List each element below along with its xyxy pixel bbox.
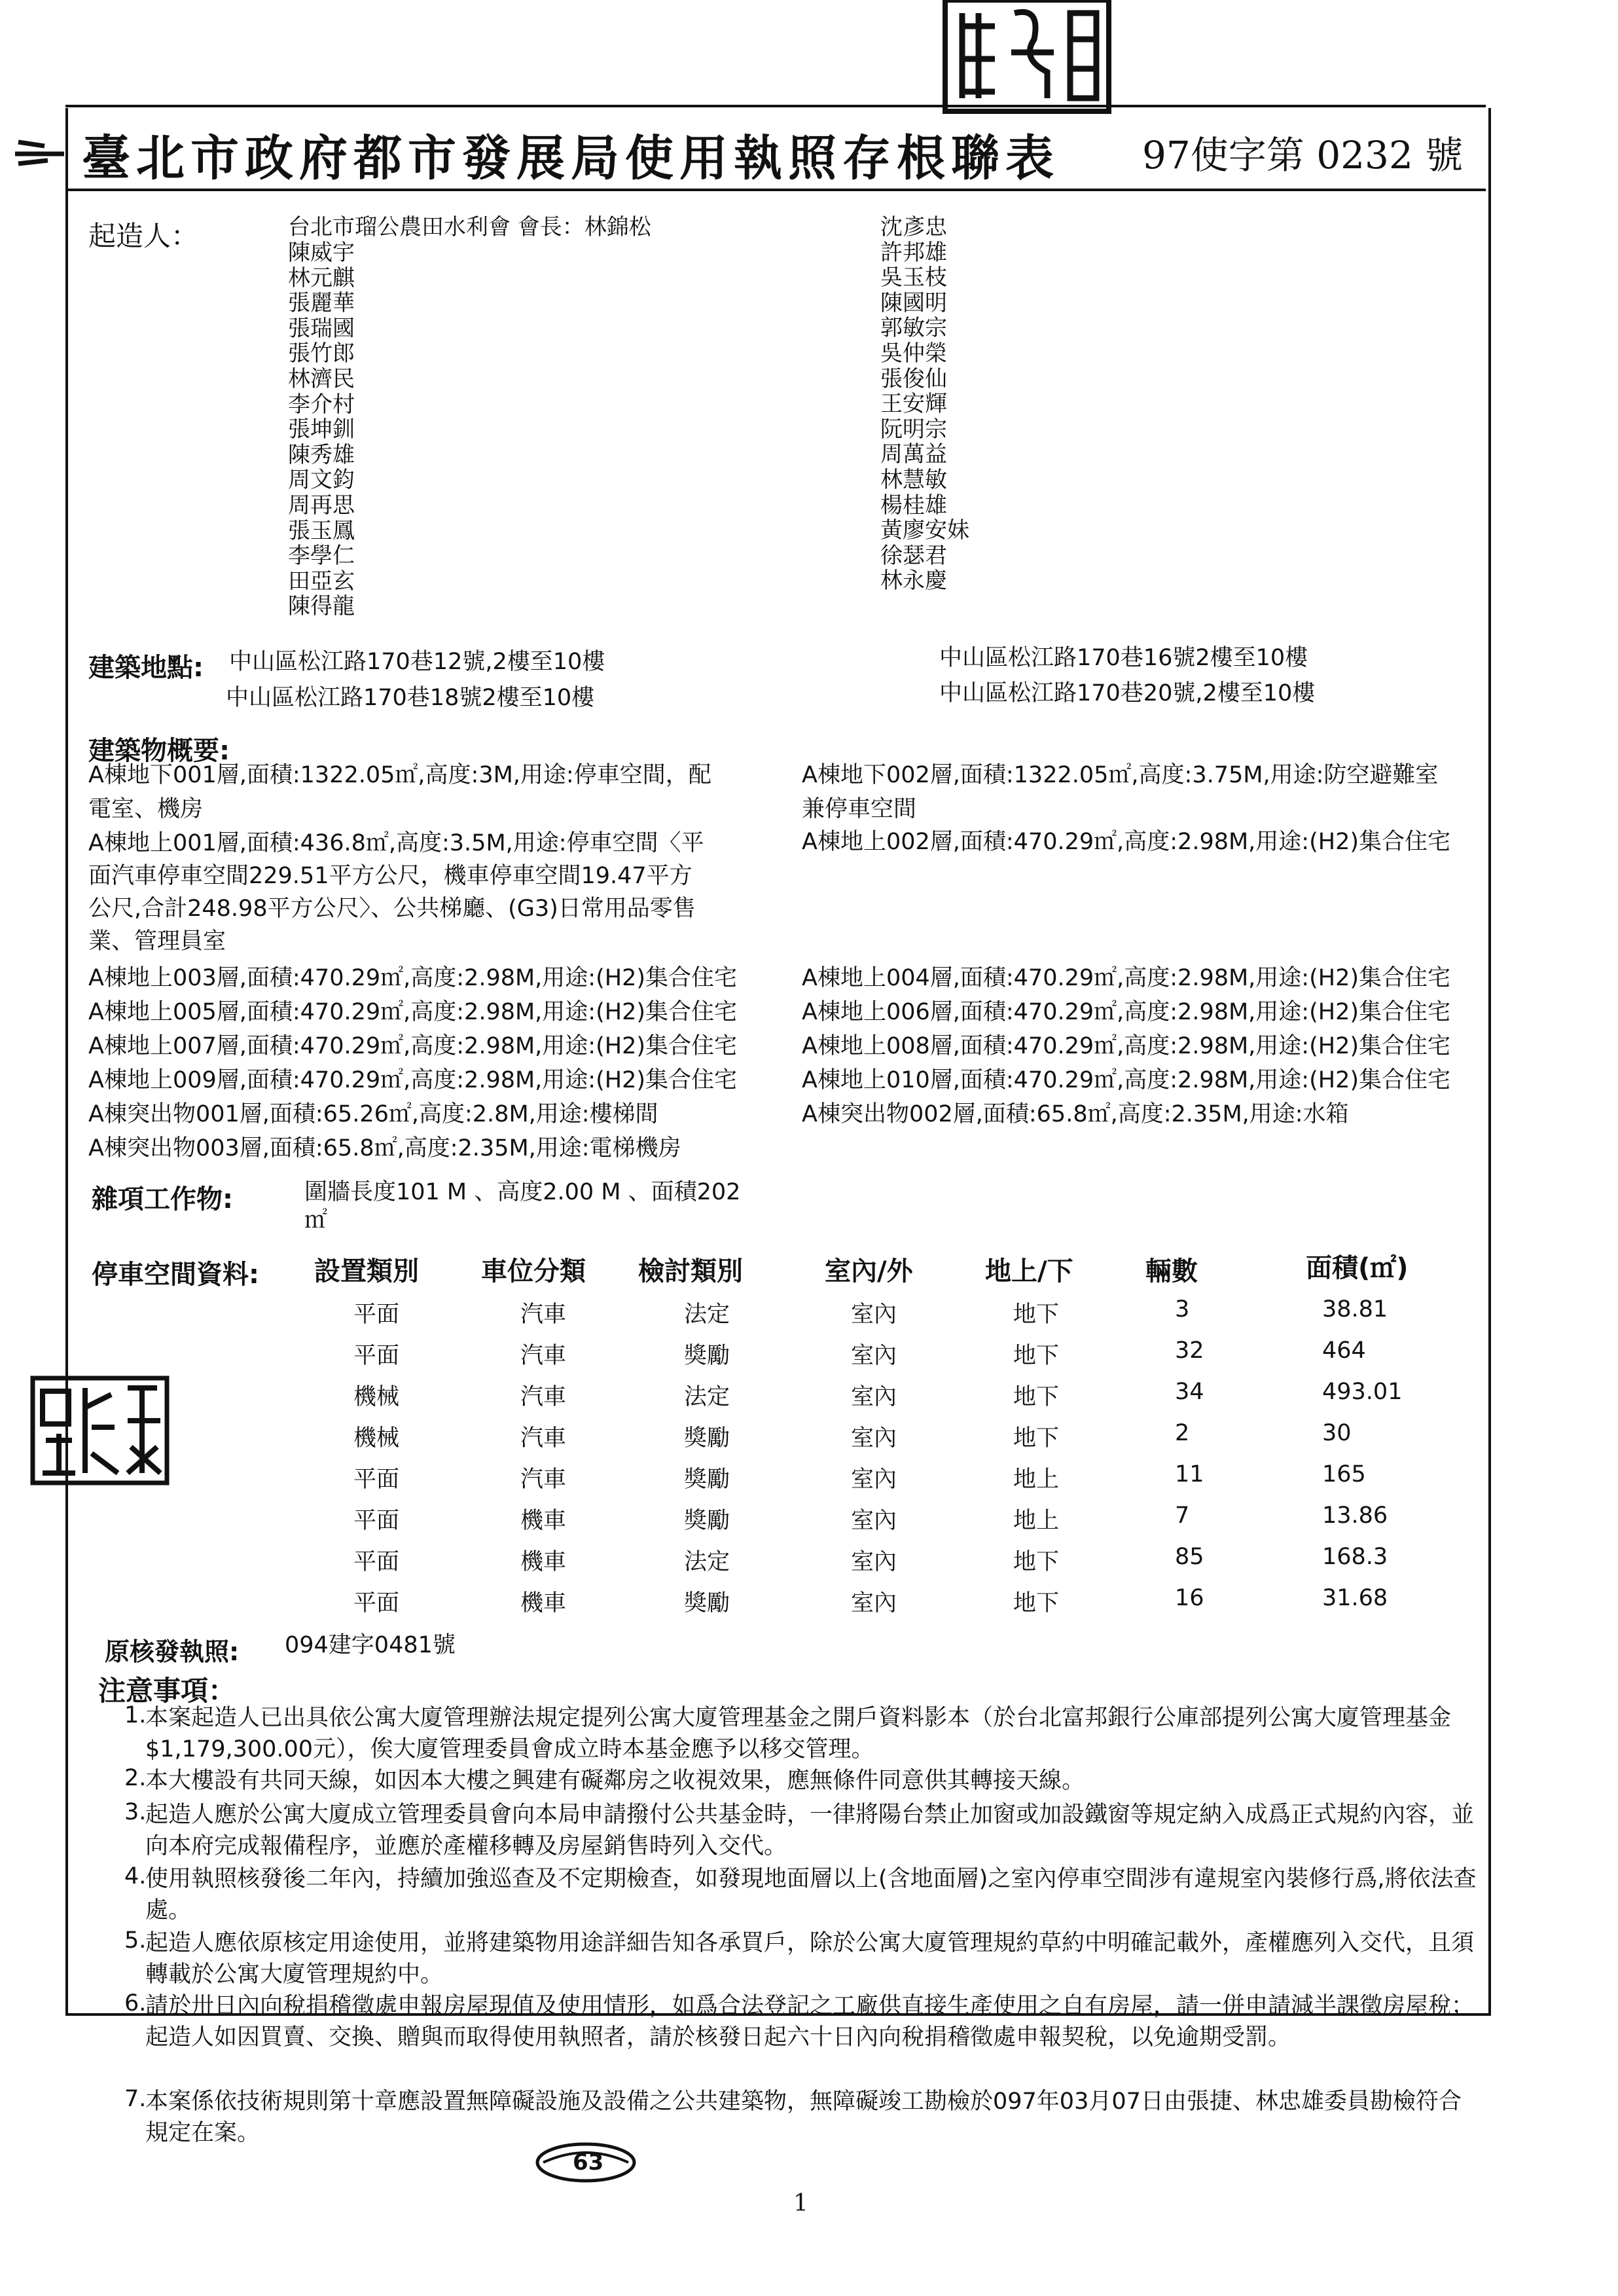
parking-cell: 地下 (1013, 1384, 1060, 1410)
applicant-name: 林慧敏 (880, 466, 947, 493)
applicant-name: 徐瑟君 (880, 542, 947, 569)
misc-label: 雜項工作物: (92, 1184, 233, 1214)
parking-cell: 平面 (353, 1508, 400, 1534)
applicant-name: 許邦雄 (880, 239, 947, 266)
applicant-name: 王安輝 (880, 391, 947, 418)
summary-line: 電室、機房 (88, 796, 204, 822)
applicant-name: 周萬益 (880, 441, 947, 468)
applicant-name: 林濟民 (288, 365, 355, 392)
note-number: 3. (124, 1799, 147, 1825)
side-seal-stamp (29, 1375, 170, 1486)
parking-cell: 31.68 (1322, 1585, 1388, 1611)
bottom-stamp-number: 63 (573, 2149, 604, 2176)
applicant-name: 張俊仙 (880, 365, 947, 392)
notes-label: 注意事項： (98, 1675, 236, 1707)
parking-cell: 汽車 (520, 1425, 567, 1451)
site-address: 中山區松江路170巷20號,2樓至10樓 (939, 680, 1316, 706)
summary-line: A棟地下002層,面積:1322.05㎡,高度:3.75M,用途:防空避難室 (802, 762, 1439, 788)
parking-cell: 34 (1175, 1379, 1204, 1405)
applicant-names-left (288, 240, 355, 619)
summary-line: 兼停車空間 (802, 796, 917, 822)
parking-cell: 室內 (851, 1384, 897, 1410)
parking-cell: 汽車 (520, 1343, 567, 1369)
parking-cell: 30 (1322, 1420, 1352, 1446)
frame-top-border (65, 105, 1486, 107)
parking-header: 輛數 (1145, 1256, 1198, 1286)
misc-line: 圍牆長度101 M 、高度2.00 M 、面積202 (304, 1179, 741, 1205)
summary-line: A棟地上003層,面積:470.29㎡,高度:2.98M,用途:(H2)集合住宅 (88, 965, 737, 991)
parking-cell: 汽車 (520, 1384, 567, 1410)
summary-line: A棟突出物001層,面積:65.26㎡,高度:2.8M,用途:樓梯間 (88, 1101, 658, 1127)
parking-cell: 平面 (353, 1590, 400, 1616)
applicant-name: 吳仲榮 (880, 340, 947, 367)
parking-cell: 機車 (520, 1549, 567, 1575)
note-number: 7. (124, 2086, 147, 2112)
parking-cell: 平面 (353, 1467, 400, 1493)
applicant-name: 陳得龍 (288, 593, 355, 620)
applicant-name: 郭敏宗 (880, 315, 947, 342)
note-text: 本案起造人已出具依公寓大廈管理辦法規定提列公寓大廈管理基金之開戶資料影本（於台北富邦銀行公庫部提列公寓大廈管理基金$1,179,300.00元），俟大廈管理委員會成立時本基金應予以移交管理。 (145, 1705, 1452, 1762)
top-seal-stamp (943, 0, 1113, 115)
page-title: 臺北市政府都市發展局使用執照存根聯表 (82, 130, 1060, 187)
summary-line: 公尺,合計248.98平方公尺〉、公共梯廳、(G3)日常用品零售 (88, 896, 696, 922)
parking-cell: 室內 (851, 1467, 897, 1493)
parking-cell: 獎勵 (684, 1508, 730, 1534)
permit-number: 97使字第 0232 號 (1142, 133, 1464, 177)
parking-cell: 168.3 (1322, 1544, 1388, 1570)
parking-cell: 室內 (851, 1549, 897, 1575)
parking-cell: 地上 (1013, 1508, 1060, 1534)
parking-cell: 機械 (353, 1425, 400, 1451)
parking-header: 車位分類 (481, 1256, 586, 1286)
summary-line: A棟突出物003層,面積:65.8㎡,高度:2.35M,用途:電梯機房 (88, 1135, 681, 1161)
applicant-name: 阮明宗 (880, 416, 947, 443)
parking-cell: 2 (1175, 1420, 1190, 1446)
applicant-name: 楊桂雄 (880, 492, 947, 519)
summary-line: A棟地上005層,面積:470.29㎡,高度:2.98M,用途:(H2)集合住宅 (88, 999, 737, 1025)
parking-cell: 3 (1175, 1296, 1190, 1322)
parking-cell: 38.81 (1322, 1296, 1388, 1322)
parking-cell: 法定 (684, 1384, 730, 1410)
applicant-name: 李學仁 (288, 543, 355, 570)
parking-cell: 7 (1175, 1503, 1190, 1529)
parking-cell: 平面 (353, 1343, 400, 1369)
note-number: 4. (124, 1863, 147, 1889)
summary-line: A棟地上008層,面積:470.29㎡,高度:2.98M,用途:(H2)集合住宅 (802, 1033, 1450, 1059)
applicant-name: 張坤釧 (288, 416, 355, 443)
parking-cell: 機械 (353, 1384, 400, 1410)
note-number: 2. (124, 1765, 147, 1791)
parking-cell: 85 (1175, 1544, 1204, 1570)
parking-cell: 464 (1322, 1338, 1366, 1364)
parking-cell: 11 (1175, 1461, 1204, 1487)
parking-cell: 地上 (1013, 1467, 1060, 1493)
applicant-name: 林永慶 (880, 568, 947, 594)
parking-cell: 地下 (1013, 1302, 1060, 1328)
parking-header: 地上/下 (985, 1256, 1073, 1286)
parking-cell: 室內 (851, 1590, 897, 1616)
note-text: 本大樓設有共同天線，如因本大樓之興建有礙鄰房之收視效果，應無條件同意供其轉接天線。 (145, 1768, 1085, 1794)
original-permit-label: 原核發執照: (105, 1637, 240, 1666)
parking-cell: 493.01 (1322, 1379, 1403, 1405)
applicant-first-line: 台北市瑠公農田水利會 會長：林錦松 (288, 214, 651, 240)
parking-header: 室內/外 (825, 1256, 913, 1286)
parking-cell: 機車 (520, 1508, 567, 1534)
summary-line: 面汽車停車空間229.51平方公尺，機車停車空間19.47平方 (88, 863, 692, 889)
parking-cell: 獎勵 (684, 1425, 730, 1451)
note-text: 本案係依技術規則第十章應設置無障礙設施及設備之公共建築物，無障礙竣工勘檢於097年03月07日由張捷、林忠雄委員勘檢符合規定在案。 (145, 2088, 1462, 2146)
original-permit-value: 094建字0481號 (285, 1632, 456, 1658)
applicant-name: 林元麒 (288, 264, 355, 291)
applicant-name: 張玉鳳 (288, 517, 355, 544)
summary-line: A棟地上004層,面積:470.29㎡,高度:2.98M,用途:(H2)集合住宅 (802, 965, 1450, 991)
parking-cell: 165 (1322, 1461, 1366, 1487)
summary-label: 建築物概要: (88, 736, 230, 766)
parking-cell: 室內 (851, 1508, 897, 1534)
note-text: 起造人應依原核定用途使用，並將建築物用途詳細告知各承買戶，除於公寓大廈管理規約草約中明確記載外，產權應列入交代，且須轉載於公寓大廈管理規約中。 (145, 1930, 1475, 1988)
parking-cell: 室內 (851, 1425, 897, 1451)
applicant-name: 吳玉枝 (880, 264, 947, 291)
parking-cell: 汽車 (520, 1302, 567, 1328)
summary-line: A棟地上006層,面積:470.29㎡,高度:2.98M,用途:(H2)集合住宅 (802, 999, 1450, 1025)
parking-label: 停車空間資料: (92, 1260, 259, 1290)
applicant-name: 張麗華 (288, 290, 355, 317)
summary-line: A棟突出物002層,面積:65.8㎡,高度:2.35M,用途:水箱 (802, 1101, 1349, 1127)
summary-line: A棟地上001層,面積:436.8㎡,高度:3.5M,用途:停車空間〈平 (88, 830, 704, 856)
page-number: 1 (793, 2190, 808, 2217)
parking-cell: 汽車 (520, 1467, 567, 1493)
site-address: 中山區松江路170巷12號,2樓至10樓 (229, 649, 605, 675)
applicant-name: 張竹郎 (288, 340, 355, 367)
parking-cell: 13.86 (1322, 1503, 1388, 1529)
parking-cell: 獎勵 (684, 1343, 730, 1369)
applicant-name: 李介村 (288, 391, 355, 418)
applicant-name: 陳國明 (880, 289, 947, 316)
misc-line: ㎡ (304, 1207, 328, 1233)
applicant-name: 周文鈞 (288, 467, 355, 494)
margin-arrow-mark (12, 134, 67, 173)
parking-cell: 平面 (353, 1549, 400, 1575)
applicant-label: 起造人： (88, 220, 199, 252)
note-number: 6. (124, 1990, 147, 2016)
parking-header: 檢討類別 (638, 1256, 743, 1286)
note-number: 1. (124, 1702, 147, 1728)
parking-cell: 室內 (851, 1302, 897, 1328)
parking-cell: 16 (1175, 1585, 1204, 1611)
parking-cell: 獎勵 (684, 1467, 730, 1493)
applicant-name: 張瑞國 (288, 315, 355, 342)
note-number: 5. (124, 1927, 147, 1954)
summary-line: A棟地上002層,面積:470.29㎡,高度:2.98M,用途:(H2)集合住宅 (802, 829, 1450, 855)
applicant-name: 陳秀雄 (288, 441, 355, 468)
site-address: 中山區松江路170巷16號2樓至10樓 (939, 645, 1308, 671)
summary-line: A棟地上009層,面積:470.29㎡,高度:2.98M,用途:(H2)集合住宅 (88, 1067, 737, 1093)
applicant-names-right (880, 215, 969, 594)
parking-cell: 32 (1175, 1338, 1204, 1364)
parking-cell: 地下 (1013, 1343, 1060, 1369)
applicant-name: 黃廖安妹 (880, 517, 969, 544)
applicant-name: 田亞玄 (288, 568, 355, 594)
parking-cell: 獎勵 (684, 1590, 730, 1616)
summary-line: A棟地上010層,面積:470.29㎡,高度:2.98M,用途:(H2)集合住宅 (802, 1067, 1450, 1093)
summary-line: A棟地下001層,面積:1322.05㎡,高度:3M,用途:停車空間，配 (88, 762, 711, 788)
parking-header: 設置類別 (314, 1256, 419, 1286)
applicant-name: 沈彥忠 (880, 214, 947, 240)
parking-cell: 法定 (684, 1302, 730, 1328)
site-label: 建築地點: (88, 653, 204, 683)
parking-header: 面積(㎡) (1306, 1253, 1409, 1283)
note-text: 使用執照核發後二年內，持續加強巡查及不定期檢查，如發現地面層以上(含地面層)之室內停車空間涉有違規室內裝修行爲,將依法查處。 (145, 1866, 1477, 1923)
parking-cell: 平面 (353, 1302, 400, 1328)
site-address: 中山區松江路170巷18號2樓至10樓 (226, 685, 595, 711)
summary-line: A棟地上007層,面積:470.29㎡,高度:2.98M,用途:(H2)集合住宅 (88, 1033, 737, 1059)
summary-line: 業、管理員室 (88, 928, 226, 955)
parking-cell: 室內 (851, 1343, 897, 1369)
parking-cell: 地下 (1013, 1549, 1060, 1575)
note-text: 起造人應於公寓大廈成立管理委員會向本局申請撥付公共基金時，一律將陽台禁止加窗或加設鐵窗等規定納入成爲正式規約內容，並向本府完成報備程序，並應於產權移轉及房屋銷售時列入交代。 (145, 1802, 1475, 1859)
parking-cell: 地下 (1013, 1425, 1060, 1451)
parking-cell: 法定 (684, 1549, 730, 1575)
parking-cell: 地下 (1013, 1590, 1060, 1616)
note-text: 請於卅日內向稅捐稽徵處申報房屋現值及使用情形，如爲合法登記之工廠供直接生產使用之自有房屋，請一併申請減半課徵房屋稅；起造人如因買賣、交換、贈與而取得使用執照者，請於核發日起六十日內向稅捐稽徵處申報契稅，以免逾期受罰。 (145, 1993, 1475, 2050)
parking-cell: 機車 (520, 1590, 567, 1616)
applicant-name: 周再思 (288, 492, 355, 519)
applicant-name: 陳威宇 (288, 240, 355, 266)
